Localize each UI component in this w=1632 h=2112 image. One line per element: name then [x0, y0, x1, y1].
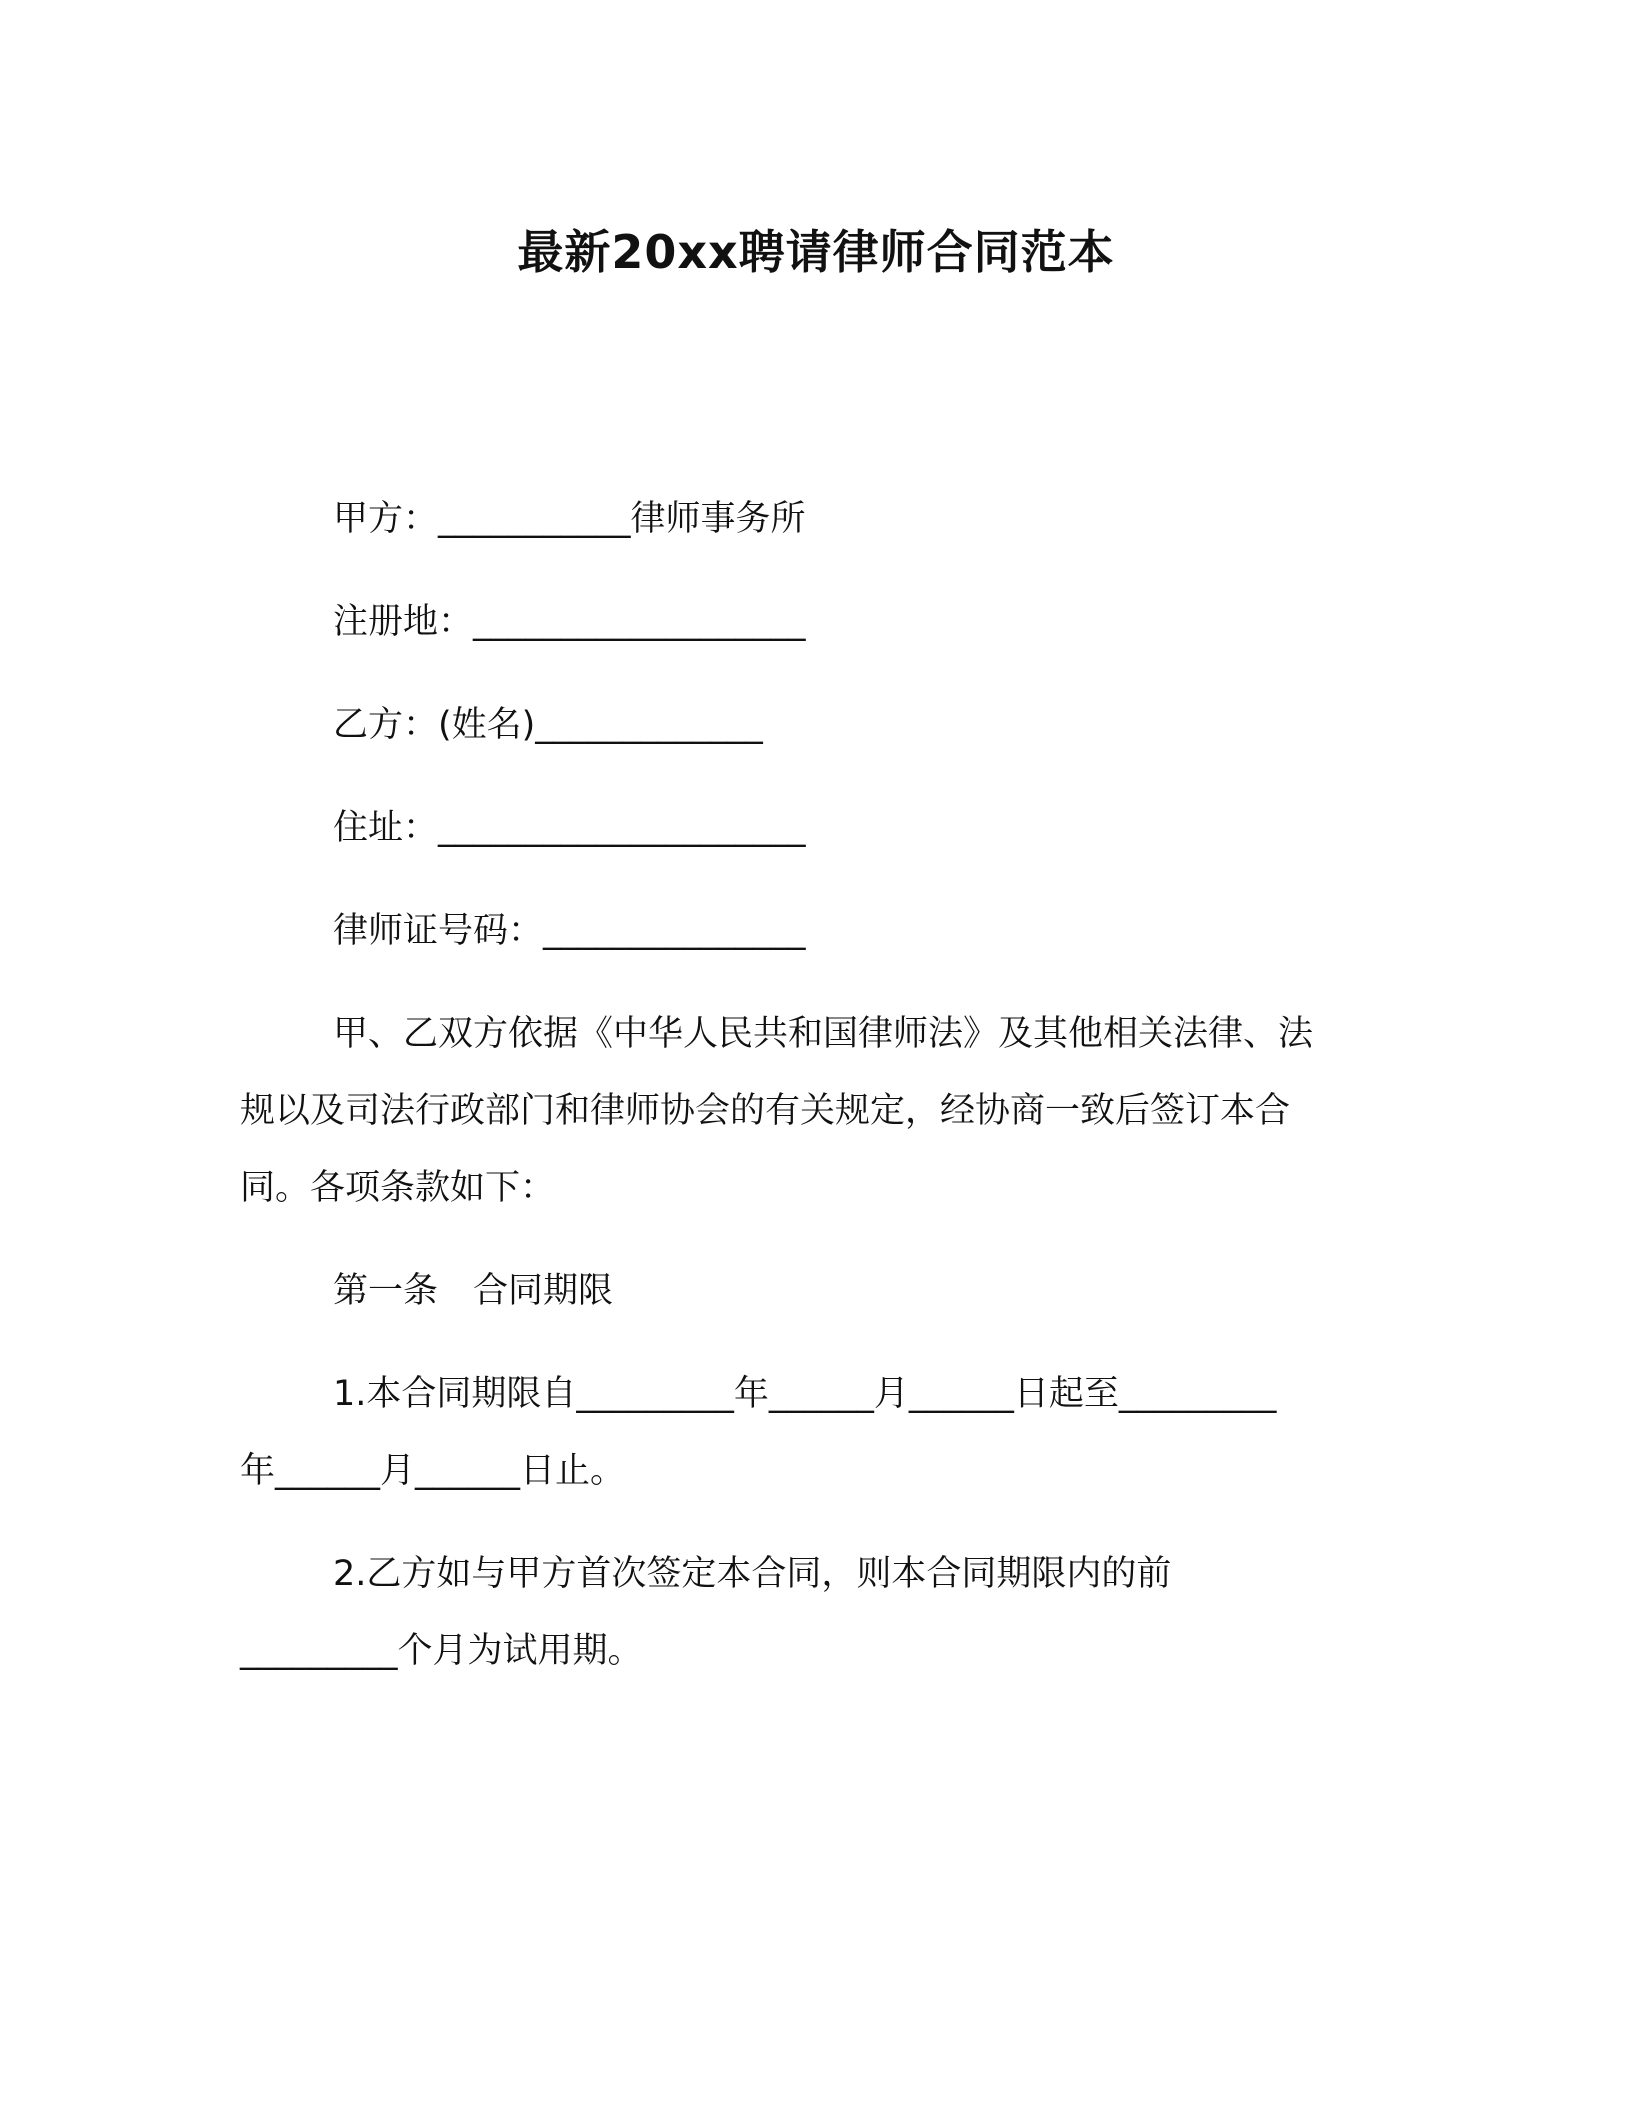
clause-2-line-1: 2.乙方如与甲方首次签定本合同，则本合同期限内的前: [333, 1554, 1172, 1594]
party-b-field: 乙方：(姓名)_____________: [333, 705, 763, 745]
registered-address-field: 注册地：___________________: [333, 602, 806, 642]
preamble-line-2: 规以及司法行政部门和律师协会的有关规定，经协商一致后签订本合: [240, 1091, 1291, 1131]
party-a-field: 甲方：___________律师事务所: [333, 499, 806, 539]
clause-1-line-2: 年______月______日止。: [240, 1451, 626, 1491]
residence-field: 住址：_____________________: [333, 808, 806, 848]
preamble-line-1: 甲、乙双方依据《中华人民共和国律师法》及其他相关法律、法: [333, 1014, 1314, 1054]
lawyer-license-field: 律师证号码：_______________: [333, 911, 806, 951]
clause-1-line-1: 1.本合同期限自_________年______月______日起至_________: [333, 1374, 1277, 1414]
clause-2-line-2: _________个月为试用期。: [240, 1631, 643, 1671]
document-title: 最新20xx聘请律师合同范本: [517, 225, 1115, 279]
preamble-line-3: 同。各项条款如下：: [240, 1168, 556, 1208]
article-1-heading: 第一条 合同期限: [333, 1271, 614, 1311]
